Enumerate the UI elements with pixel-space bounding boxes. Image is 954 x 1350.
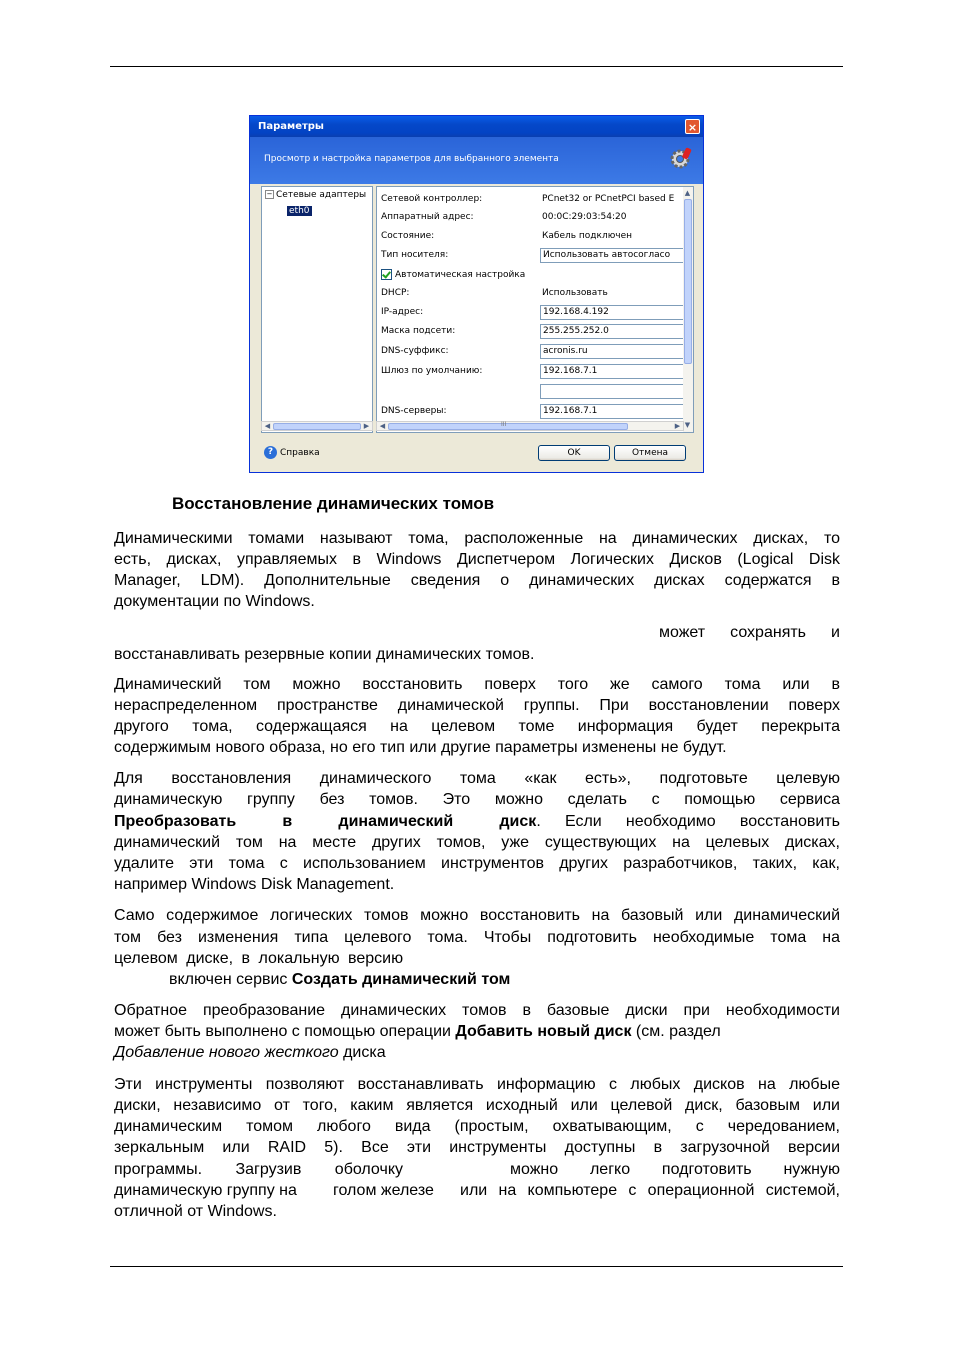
footer-rule (110, 1266, 843, 1267)
dns-suffix-field[interactable]: acronis.ru (540, 344, 684, 359)
section-reference: Добавление нового жесткого (114, 1044, 339, 1061)
paragraph-line: может быть выполнено с помощью операции Добавить новый диск (см. раздел (114, 1023, 721, 1040)
prop-label: DNS-суффикс: (381, 346, 449, 356)
paragraph-line: Эти инструменты позволяют восстанавливать информацию с любых дисков на любые (114, 1076, 840, 1093)
paragraph-line: Преобразовать в динамический диск. Если необходимо восстановить (114, 813, 841, 830)
prop-value: Использовать (542, 288, 608, 298)
paragraph-line: программы. Загрузив оболочку (114, 1161, 403, 1178)
prop-value: PCnet32 or PCnetPCI based E (542, 194, 675, 204)
prop-label: DHCP: (381, 288, 410, 298)
prop-label: Сетевой контроллер: (381, 194, 483, 204)
scroll-up-icon[interactable]: ▲ (684, 189, 691, 197)
help-icon: ? (264, 446, 277, 459)
dialog-header (250, 137, 703, 184)
paragraph-line: диски, независимо от того, каким является исходный или целевой диск, базовым или (114, 1097, 840, 1114)
paragraph-line: Динамический том можно восстановить поверх того же самого тома или в (114, 676, 840, 693)
scroll-right-icon[interactable]: ▶ (363, 422, 370, 430)
service-name: Преобразовать в динамический диск (114, 813, 537, 830)
properties-hscroll[interactable] (376, 421, 684, 431)
prop-value: Кабель подключен (542, 231, 633, 241)
tree-root-item[interactable]: − Сетевые адаптеры (266, 190, 367, 200)
dialog-title: Параметры (258, 121, 324, 132)
paragraph-line: нераспределенном пространстве динамической группы. При восстановлении поверх (114, 697, 840, 714)
prop-label: Маска подсети: (381, 326, 456, 336)
ip-address-field[interactable]: 192.168.4.192 (540, 305, 684, 320)
paragraph-line: Динамическими томами называют тома, расположенные на динамических дисках, то (114, 530, 840, 547)
paragraph-line: зеркальным или RAID 5). Все эти инструменты доступны в загрузочной версии (114, 1139, 840, 1156)
paragraph-line: можно легко подготовить нужную (510, 1161, 840, 1178)
paragraph-line: Для восстановления динамического тома «как есть», подготовьте целевую (114, 770, 840, 787)
settings-dialog (249, 115, 704, 473)
paragraph-line: отличной от Windows. (114, 1203, 277, 1220)
paragraph-line: содержимым нового образа, но его тип или другие параметры изменены не будут. (114, 739, 727, 756)
paragraph-line: динамический том на месте других томов, уже существующих на целевых дисках, (114, 834, 840, 851)
header-rule (110, 66, 843, 67)
operation-name: Добавить новый диск (455, 1023, 632, 1040)
paragraph-line: восстанавливать резервные копии динамических томов. (114, 646, 535, 663)
media-type-select[interactable]: Использовать автосогласо (540, 248, 684, 263)
section-heading: Восстановление динамических томов (172, 494, 495, 513)
ok-button[interactable]: OK (538, 445, 610, 461)
collapse-icon[interactable]: − (266, 190, 273, 198)
paragraph-line: Само содержимое логических томов можно восстановить на базовый или динамический (114, 907, 840, 924)
paragraph-line: удалите эти тома с использованием инструментов других разработчиков, таких, как, (114, 855, 840, 872)
gateway-field-2[interactable] (540, 384, 684, 399)
paragraph-line: динамическим томом любого вида (простым, охватывающим, с чередованием, (114, 1118, 840, 1135)
scroll-grip: III (501, 421, 507, 428)
checkbox-check-icon (381, 269, 392, 280)
prop-label: Состояние: (381, 231, 435, 241)
paragraph-line: динамическую группу на (114, 1182, 297, 1199)
paragraph-line: другого тома, содержащаяся на целевом томе информация будет перекрыта (114, 718, 840, 735)
adapter-tree (261, 186, 373, 433)
service-name: Создать динамический том (291, 971, 511, 988)
cancel-button[interactable]: Отмена (614, 445, 686, 461)
prop-label: DNS-серверы: (381, 406, 447, 416)
auto-config-checkbox[interactable]: Автоматическая настройка (381, 269, 525, 280)
properties-panel (376, 186, 694, 433)
prop-label: Аппаратный адрес: (381, 212, 474, 222)
prop-value: 00:0C:29:03:54:20 (542, 212, 627, 222)
paragraph-line: голом железе (333, 1182, 434, 1199)
scroll-left-icon[interactable]: ◀ (264, 422, 271, 430)
paragraph-line: том без изменения типа целевого тома. Чтобы подготовить необходимые тома на (114, 929, 840, 946)
prop-label: Шлюз по умолчанию: (381, 366, 483, 376)
paragraph-line: целевом диске, в локальную версию (114, 950, 404, 967)
prop-label: Тип носителя: (381, 250, 449, 260)
gear-icon (668, 146, 694, 172)
hscroll-thumb[interactable] (388, 423, 628, 430)
vscroll-thumb[interactable] (684, 199, 692, 364)
gateway-field[interactable]: 192.168.7.1 (540, 364, 684, 379)
scroll-left-icon[interactable]: ◀ (379, 422, 386, 430)
properties-vscroll[interactable] (683, 187, 693, 432)
tree-item-eth0[interactable]: eth0 (289, 206, 310, 216)
dialog-header-text: Просмотр и настройка параметров для выбранного элемента (264, 154, 559, 164)
paragraph-line: Добавление нового жесткого диска (114, 1044, 386, 1061)
scroll-down-icon[interactable]: ▼ (684, 421, 691, 429)
close-icon[interactable]: × (685, 119, 700, 134)
dialog-titlebar (250, 116, 703, 137)
paragraph-line: Обратное преобразование динамических томов в базовые диски при необходимости (114, 1002, 840, 1019)
paragraph-line: динамическую группу без томов. Это можно сделать с помощью сервиса (114, 791, 840, 808)
paragraph-line: или на компьютере с операционной системой, (460, 1182, 840, 1199)
paragraph-line: может сохранять и (659, 624, 840, 641)
help-link[interactable]: ? Справка (264, 446, 320, 459)
dns-servers-field[interactable]: 192.168.7.1 (540, 404, 684, 419)
paragraph-line: Manager, LDM). Дополнительные сведения о динамических дисках содержатся в (114, 572, 840, 589)
hscroll-thumb[interactable] (273, 423, 361, 430)
tree-hscroll[interactable] (261, 421, 373, 431)
paragraph-line: документации по Windows. (114, 593, 315, 610)
prop-label: IP-адрес: (381, 307, 424, 317)
scroll-right-icon[interactable]: ▶ (674, 422, 681, 430)
subnet-mask-field[interactable]: 255.255.252.0 (540, 324, 684, 339)
paragraph-line: например Windows Disk Management. (114, 876, 395, 893)
paragraph-line: есть, дисках, управляемых в Windows Диспетчером Логических Дисков (Logical Disk (114, 551, 840, 568)
paragraph-line: включен сервис Создать динамический том (169, 971, 511, 988)
